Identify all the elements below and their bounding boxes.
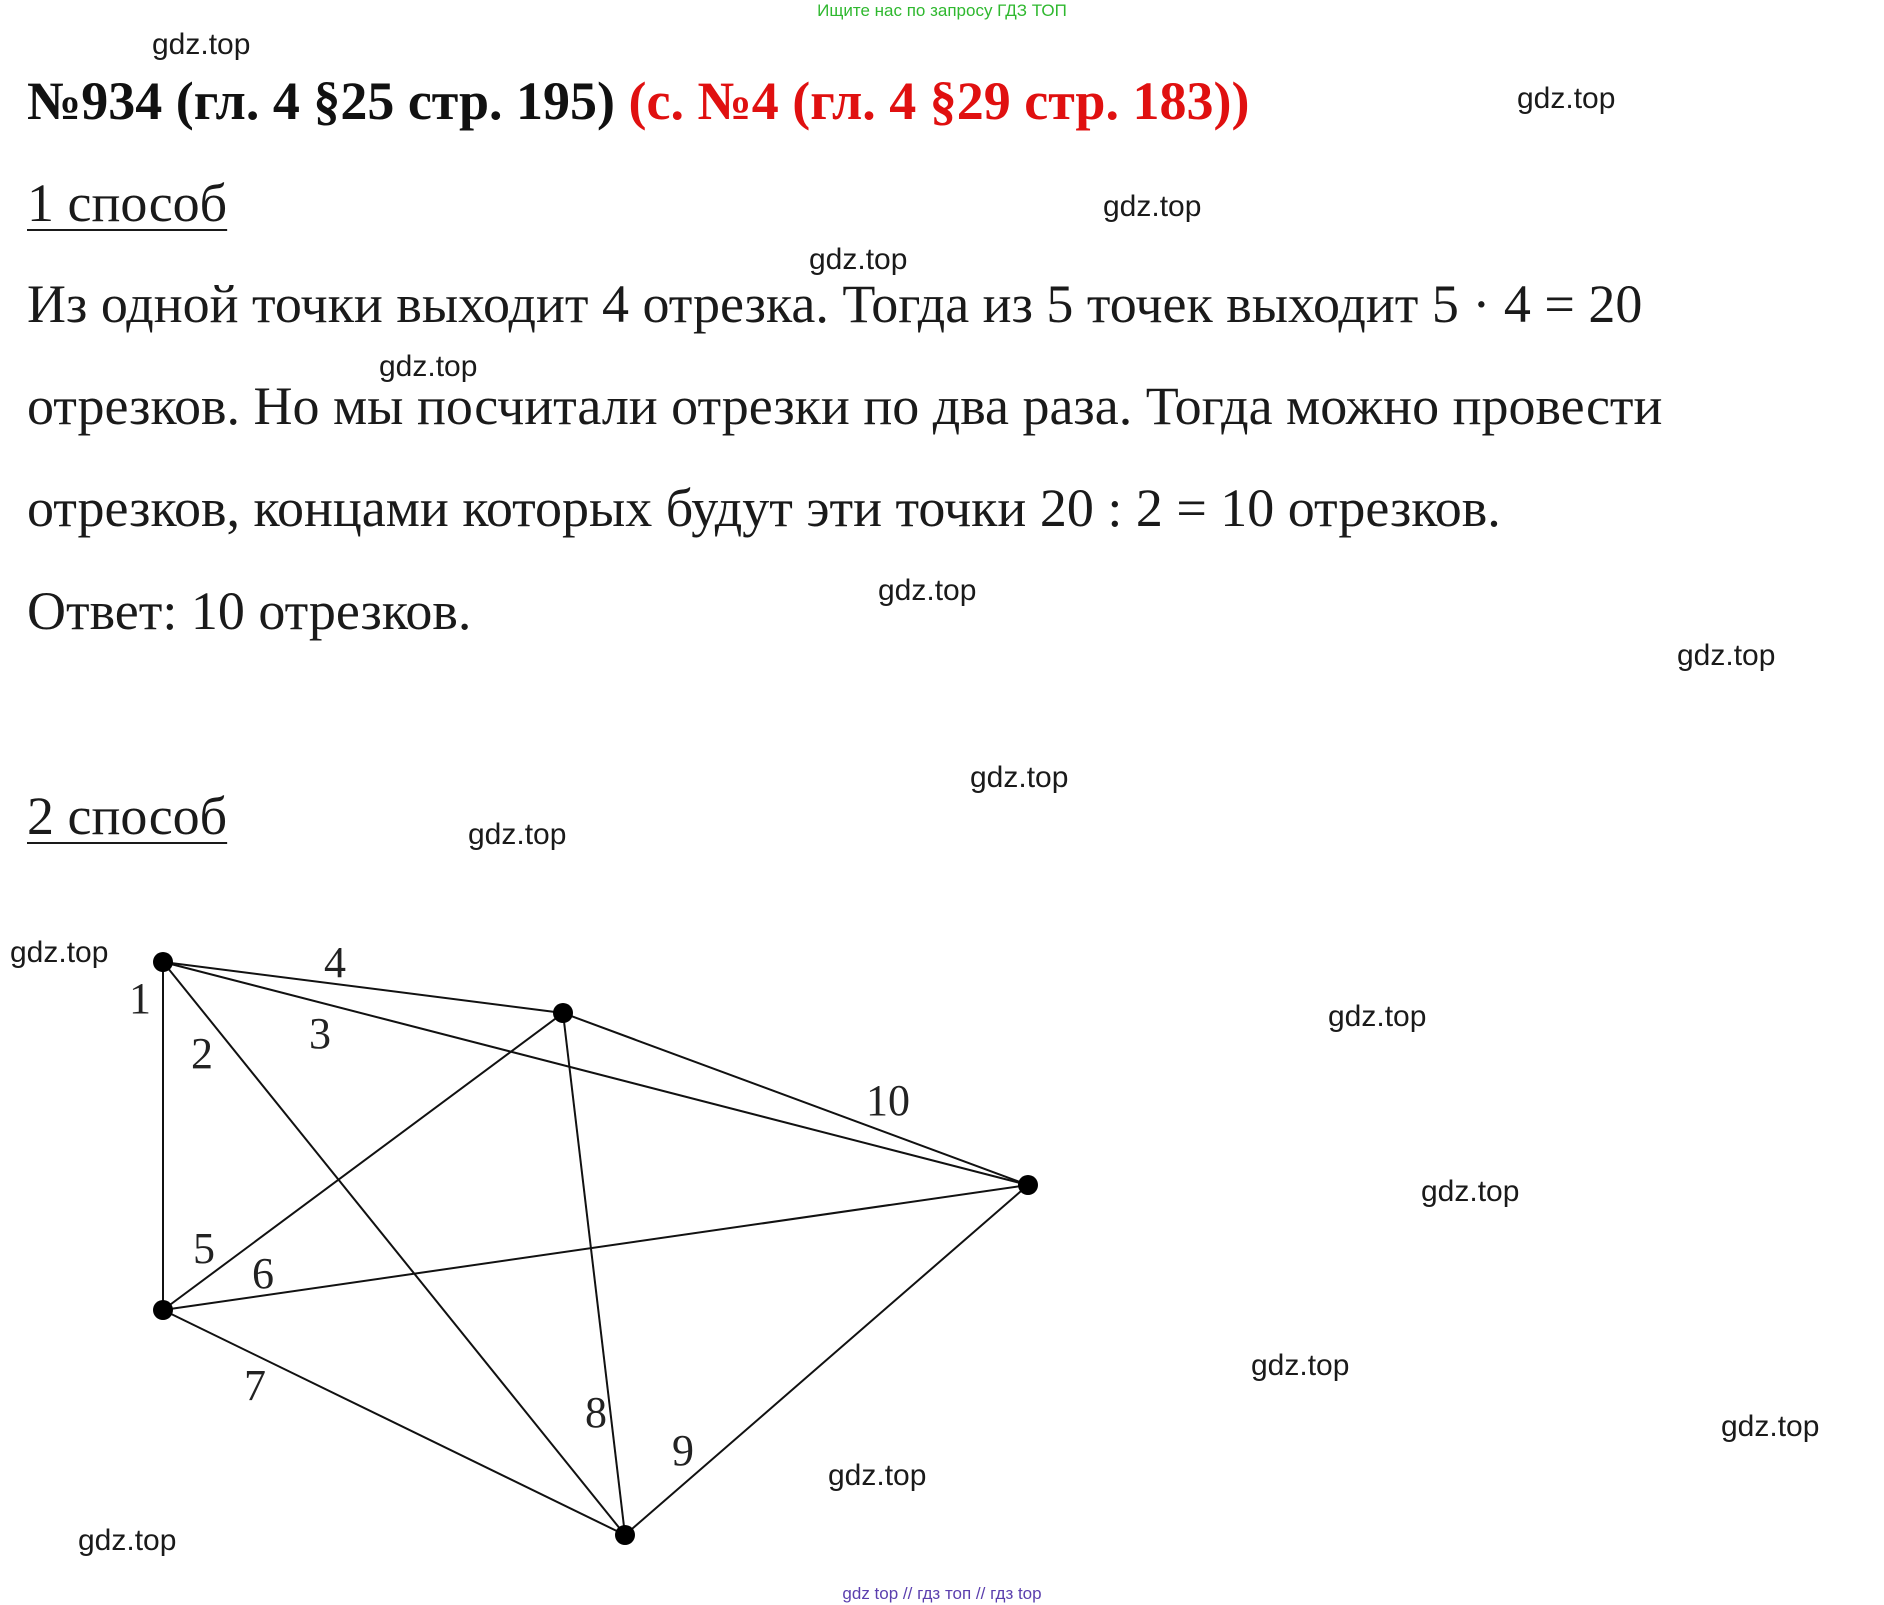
watermark: gdz.top bbox=[1251, 1349, 1350, 1382]
segment-3 bbox=[163, 962, 1028, 1185]
answer-line: Ответ: 10 отрезков. bbox=[27, 581, 472, 641]
point-c bbox=[1018, 1175, 1038, 1195]
point-d bbox=[153, 1300, 173, 1320]
watermark: gdz.top bbox=[1328, 1000, 1427, 1033]
search-banner: Ищите нас по запросу ГДЗ ТОП bbox=[817, 1, 1067, 20]
watermark: gdz.top bbox=[1421, 1175, 1520, 1208]
watermark: gdz.top bbox=[468, 818, 567, 851]
segment-label-9: 9 bbox=[672, 1426, 694, 1475]
segment-5 bbox=[163, 1013, 563, 1310]
method-1-line-1: Из одной точки выходит 4 отрезка. Тогда из 5 точек выходит 5 · 4 = 20 bbox=[27, 274, 1643, 334]
method-1-line-3: отрезков, концами которых будут эти точки 20 : 2 = 10 отрезков. bbox=[27, 478, 1501, 538]
segment-label-5: 5 bbox=[193, 1224, 215, 1273]
segment-label-4: 4 bbox=[324, 938, 346, 987]
segment-7 bbox=[163, 1310, 625, 1535]
segment-4 bbox=[163, 962, 563, 1013]
segment-2 bbox=[163, 962, 625, 1535]
problem-alt-number: (с. №4 (гл. 4 §29 стр. 183)) bbox=[628, 71, 1250, 131]
watermark: gdz.top bbox=[379, 350, 478, 383]
method-1-heading: 1 способ bbox=[27, 173, 228, 233]
watermark: gdz.top bbox=[152, 28, 251, 61]
watermark: gdz.top bbox=[809, 243, 908, 276]
segment-label-7: 7 bbox=[244, 1361, 266, 1410]
point-a bbox=[153, 952, 173, 972]
watermark: gdz.top bbox=[1677, 639, 1776, 672]
segment-label-1: 1 bbox=[129, 974, 151, 1023]
segment-9 bbox=[625, 1185, 1028, 1535]
segment-label-8: 8 bbox=[585, 1388, 607, 1437]
segment-label-2: 2 bbox=[191, 1029, 213, 1078]
watermark: gdz.top bbox=[970, 761, 1069, 794]
segment-label-3: 3 bbox=[309, 1009, 331, 1058]
watermark: gdz.top bbox=[78, 1524, 177, 1557]
watermark: gdz.top bbox=[828, 1459, 927, 1492]
segment-8 bbox=[563, 1013, 625, 1535]
segment-label-6: 6 bbox=[252, 1249, 274, 1298]
segment-10 bbox=[563, 1013, 1028, 1185]
point-e bbox=[615, 1525, 635, 1545]
method-2-heading: 2 способ bbox=[27, 786, 228, 846]
watermark: gdz.top bbox=[1721, 1410, 1820, 1443]
footer-links: gdz top // гдз топ // гдз top bbox=[842, 1584, 1042, 1603]
watermark: gdz.top bbox=[1103, 190, 1202, 223]
watermark: gdz.top bbox=[10, 936, 109, 969]
segment-label-10: 10 bbox=[866, 1076, 910, 1125]
watermark: gdz.top bbox=[1517, 82, 1616, 115]
method-1-line-2: отрезков. Но мы посчитали отрезки по два раза. Тогда можно провести bbox=[27, 376, 1663, 436]
watermark: gdz.top bbox=[878, 574, 977, 607]
problem-number: №934 (гл. 4 §25 стр. 195) bbox=[27, 71, 615, 131]
point-b bbox=[553, 1003, 573, 1023]
